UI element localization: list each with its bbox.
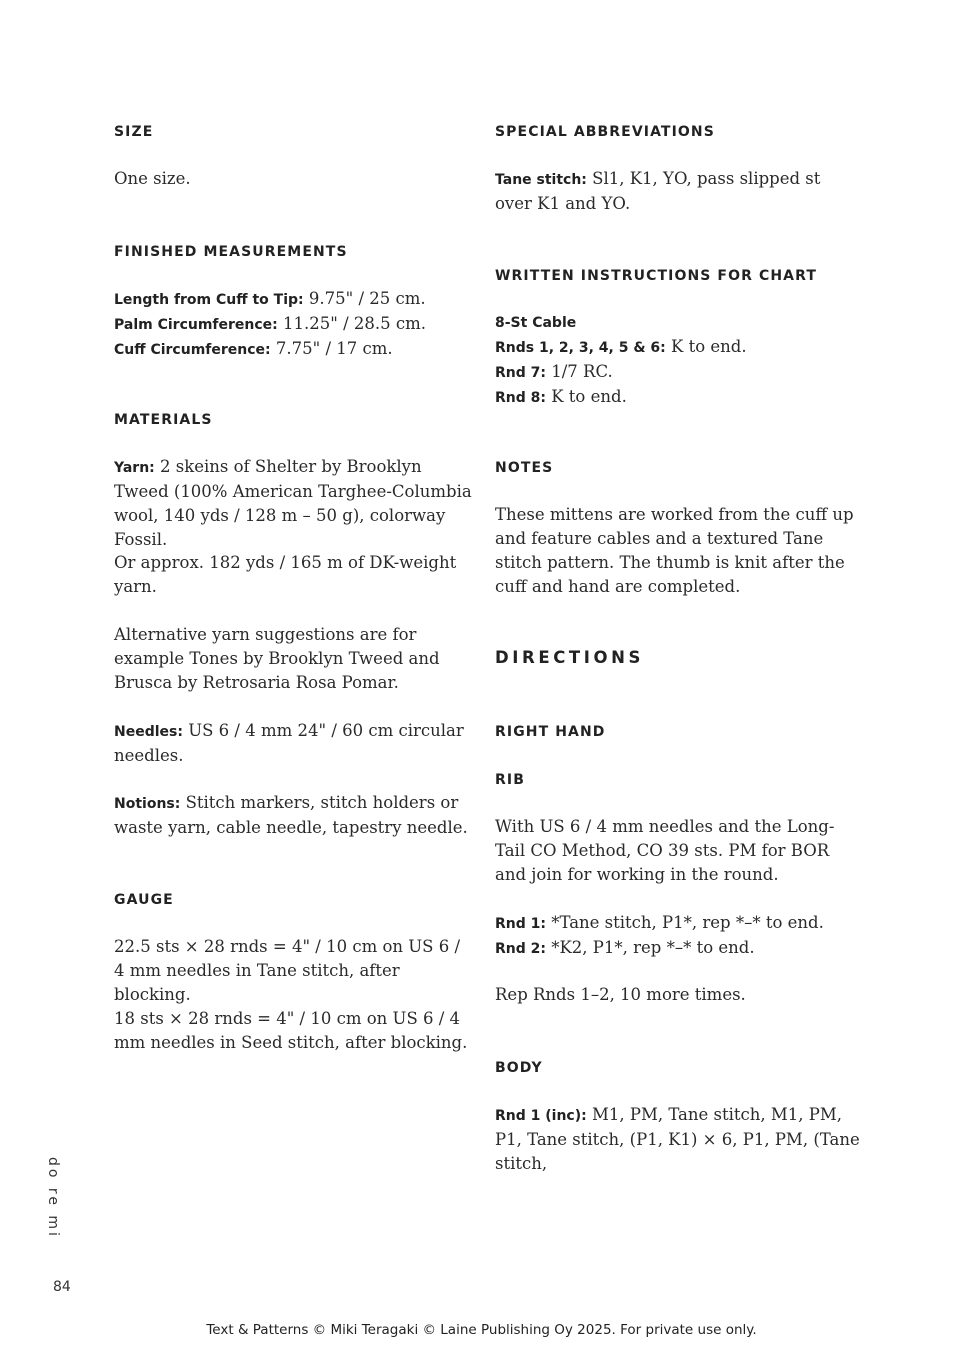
- body-heading: BODY: [495, 1060, 543, 1076]
- body-round-1: Rnd 1 (inc): M1, PM, Tane stitch, M1, PM, P1, Tane stitch, (P1, K1) × 6, P1, PM, (Tane stitch,: [495, 1105, 860, 1173]
- size-heading: SIZE: [114, 124, 154, 140]
- yarn-paragraph: Yarn: 2 skeins of Shelter by Brooklyn Tweed (100% American Targhee-Columbia wool, 140 yds / 128 m – 50 g), colorway Fossil.: [114, 457, 472, 549]
- yarn-alternative-weight: Or approx. 182 yds / 165 m of DK-weight yarn.: [114, 553, 457, 596]
- needles-paragraph: Needles: US 6 / 4 mm 24" / 60 cm circular needles.: [114, 721, 464, 765]
- size-text: One size.: [114, 169, 191, 188]
- gauge-seed: 18 sts × 28 rnds = 4" / 10 cm on US 6 / 4 mm needles in Seed stitch, after blocking.: [114, 1009, 468, 1052]
- finished-measurements-list: [114, 287, 474, 362]
- tane-stitch-definition: Tane stitch: Sl1, K1, YO, pass slipped st over K1 and YO.: [495, 169, 821, 213]
- measurement-line: Cuff Circumference: 7.75" / 17 cm.: [114, 339, 393, 358]
- notes-text: These mittens are worked from the cuff up and feature cables and a textured Tane stitch pattern. The thumb is knit after the cuff and hand are completed.: [495, 505, 854, 596]
- rib-round-line: Rnd 1: *Tane stitch, P1*, rep *–* to end.: [495, 913, 824, 932]
- written-instructions-heading: WRITTEN INSTRUCTIONS FOR CHART: [495, 268, 817, 284]
- measurement-line: Palm Circumference: 11.25" / 28.5 cm.: [114, 314, 427, 333]
- chart-round-line: Rnds 1, 2, 3, 4, 5 & 6: K to end.: [495, 337, 747, 356]
- rib-round-line: Rnd 2: *K2, P1*, rep *–* to end.: [495, 938, 755, 957]
- cable-subtitle: 8-St Cable: [495, 315, 577, 331]
- rib-heading: RIB: [495, 772, 525, 788]
- measurement-line: Length from Cuff to Tip: 9.75" / 25 cm.: [114, 289, 426, 308]
- notes-heading: NOTES: [495, 460, 554, 476]
- publication-side-label: do re mi: [45, 1157, 61, 1239]
- rib-cast-on-text: With US 6 / 4 mm needles and the Long-Tail CO Method, CO 39 sts. PM for BOR and join for working in the round.: [495, 817, 835, 884]
- finished-measurements-heading: FINISHED MEASUREMENTS: [114, 244, 348, 260]
- page-number: 84: [53, 1279, 71, 1295]
- gauge-heading: GAUGE: [114, 892, 174, 908]
- rib-repeat-text: Rep Rnds 1–2, 10 more times.: [495, 985, 746, 1004]
- chart-round-line: Rnd 8: K to end.: [495, 387, 627, 406]
- copyright-footer: Text & Patterns © Miki Teragaki © Laine Publishing Oy 2025. For private use only.: [206, 1322, 757, 1338]
- right-hand-heading: RIGHT HAND: [495, 724, 606, 740]
- materials-heading: MATERIALS: [114, 412, 213, 428]
- yarn-alternative-suggestions: Alternative yarn suggestions are for example Tones by Brooklyn Tweed and Brusca by Retrosaria Rosa Pomar.: [114, 625, 440, 692]
- special-abbreviations-heading: SPECIAL ABBREVIATIONS: [495, 124, 715, 140]
- rib-rounds: [495, 911, 860, 961]
- chart-instructions: [495, 311, 860, 410]
- gauge-tane: 22.5 sts × 28 rnds = 4" / 10 cm on US 6 / 4 mm needles in Tane stitch, after blocking.: [114, 937, 461, 1004]
- directions-heading: DIRECTIONS: [495, 648, 645, 667]
- chart-round-line: Rnd 7: 1/7 RC.: [495, 362, 613, 381]
- notions-paragraph: Notions: Stitch markers, stitch holders or waste yarn, cable needle, tapestry needle.: [114, 793, 468, 837]
